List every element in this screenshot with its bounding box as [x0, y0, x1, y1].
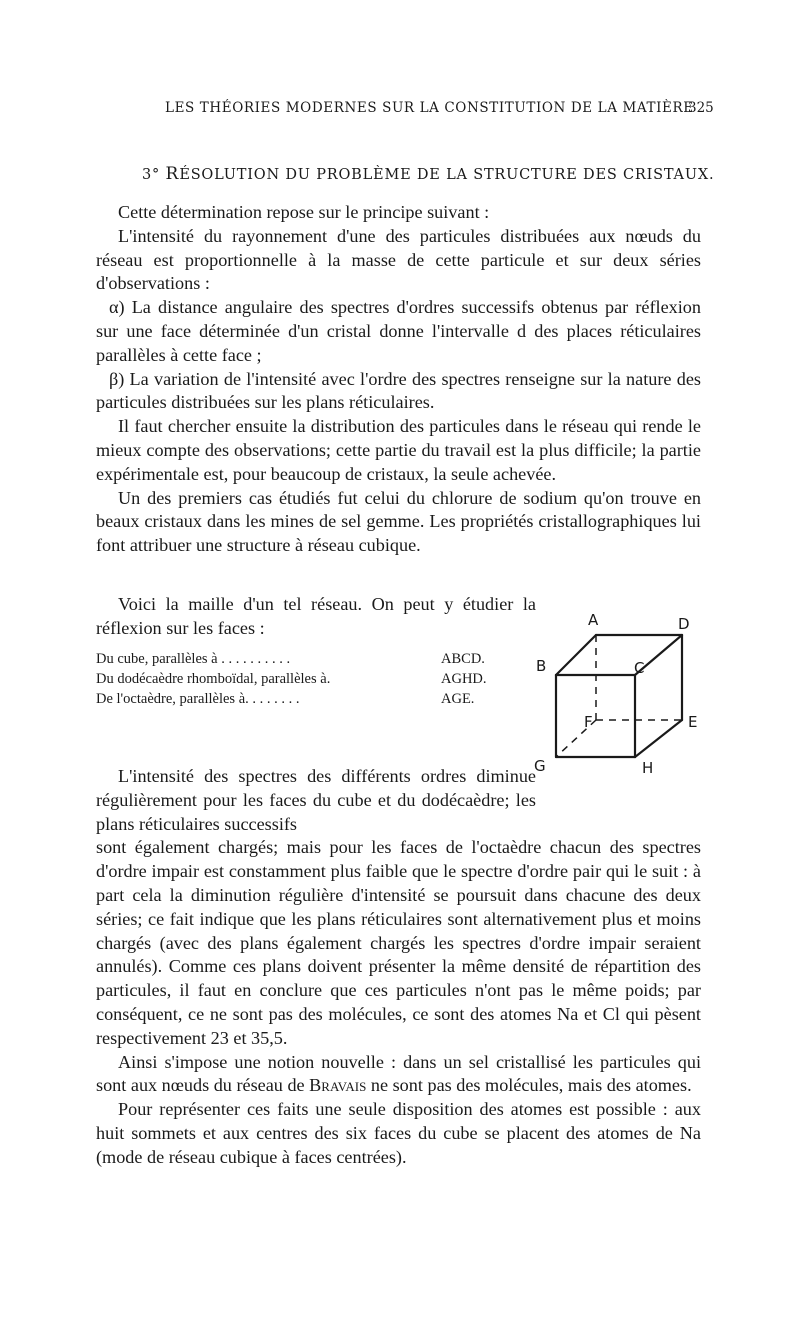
- cube-edge: [556, 635, 596, 675]
- vertex-label-a: A: [588, 611, 599, 629]
- page-number: 325: [688, 100, 714, 116]
- paragraph-text: ne sont pas des molécules, mais des atomes.: [370, 1075, 692, 1096]
- cube-figure: [530, 605, 710, 785]
- vertex-label-h: H: [642, 759, 654, 777]
- paragraph: Il faut chercher ensuite la distribution des particules dans le réseau qui rende le mieux compte des observations; cette partie du travail est la plus difficile; la partie expérimentale est, pour beaucoup de cristaux, la seule achevée.: [96, 416, 701, 484]
- table-row: [96, 669, 506, 689]
- paragraph-text: Ainsi s'impose une notion nouvelle : dans un sel cristallisé les particules qui sont aux nœuds du réseau de: [96, 1051, 701, 1096]
- vertex-label-g: G: [534, 757, 546, 775]
- table-row: [96, 689, 506, 709]
- running-header: LES THÉORIES MODERNES SUR LA CONSTITUTION DE LA MATIÈRE: [165, 100, 694, 116]
- list-item-alpha: α) La distance angulaire des spectres d'ordres successifs obtenus par réflexion sur une face déterminée d'un cristal donne l'intervalle d des places réticulaires parallèles à cette face ;: [96, 297, 701, 365]
- face-value: AGE.: [441, 691, 475, 707]
- faces-table: [96, 649, 506, 710]
- section-number: 3°: [142, 167, 161, 183]
- table-row: [96, 649, 506, 669]
- vertex-label-b: B: [536, 657, 547, 675]
- text-block-upper: [96, 201, 701, 558]
- list-item-beta: β) La variation de l'intensité avec l'ordre des spectres renseigne sur la nature des particules distribuées sur les plans réticulaires.: [96, 368, 701, 413]
- section-title-initial: R: [165, 164, 180, 184]
- face-value: ABCD.: [441, 650, 485, 667]
- paragraph: Cette détermination repose sur le principe suivant :: [118, 202, 490, 222]
- face-label: Du cube, parallèles à . . . . . . . . . .: [96, 650, 291, 667]
- section-heading: [142, 164, 715, 184]
- vertex-label-c: C: [634, 659, 645, 677]
- cube-diagram: [530, 605, 710, 785]
- face-label: De l'octaèdre, parallèles à. . . . . . . .: [96, 691, 300, 707]
- text-block-figure-side: [96, 593, 536, 713]
- paragraph: Voici la maille d'un tel réseau. On peut y étudier la réflexion sur les faces :: [96, 594, 536, 638]
- cube-edge: [635, 720, 682, 757]
- face-value: AGHD.: [441, 670, 487, 687]
- paragraph: Un des premiers cas étudiés fut celui du chlorure de sodium qu'on trouve en beaux cristaux dans les mines de sel gemme. Les propriétés cristallographiques lui font attribuer une structure à réseau cubique.: [96, 487, 701, 556]
- section-title-rest: ÉSOLUTION DU PROBLÈME DE LA STRUCTURE DES CRISTAUX.: [179, 167, 715, 183]
- author-name: Bravais: [309, 1075, 367, 1096]
- paragraph: Pour représenter ces faits une seule disposition des atomes est possible : aux huit sommets et aux centres des six faces du cube se placent des atomes de Na (mode de réseau cubique à faces centrées).: [96, 1099, 701, 1167]
- vertex-label-d: D: [678, 615, 690, 633]
- vertex-label-f: F: [584, 713, 593, 731]
- paragraph-continued: sont également chargés; mais pour les faces de l'octaèdre chacun des spectres d'ordre impair est constamment plus faible que le spectre d'ordre pair qui le suit : à part cela la diminution régulière d'intensité se poursuit dans chacune des deux séries; ce fait indique que les plans réticulaires sont alternativement plus et moins chargés (avec des plans également chargés les spectres d'ordre impair seraient annulés). Comme ces plans doivent présenter la même densité de répartition des particules, il faut en conclure que ces particules n'ont pas le même poids; par conséquent, ce ne sont pas des molécules, ce sont des atomes Na et Cl qui pèsent respectivement 23 et 35,5.: [96, 837, 701, 1048]
- paragraph: L'intensité du rayonnement d'une des particules distribuées aux nœuds du réseau est proportionnelle à la masse de cette particule et sur deux séries d'observations :: [96, 225, 701, 294]
- vertex-label-e: E: [688, 713, 698, 731]
- paragraph: L'intensité des spectres des différents ordres diminue régulièrement pour les faces du cube et du dodécaèdre; les plans réticulaires successifs: [96, 766, 536, 834]
- text-block-lower: [96, 765, 701, 1170]
- face-label: Du dodécaèdre rhomboïdal, parallèles à.: [96, 670, 331, 687]
- paragraph: [96, 1051, 701, 1099]
